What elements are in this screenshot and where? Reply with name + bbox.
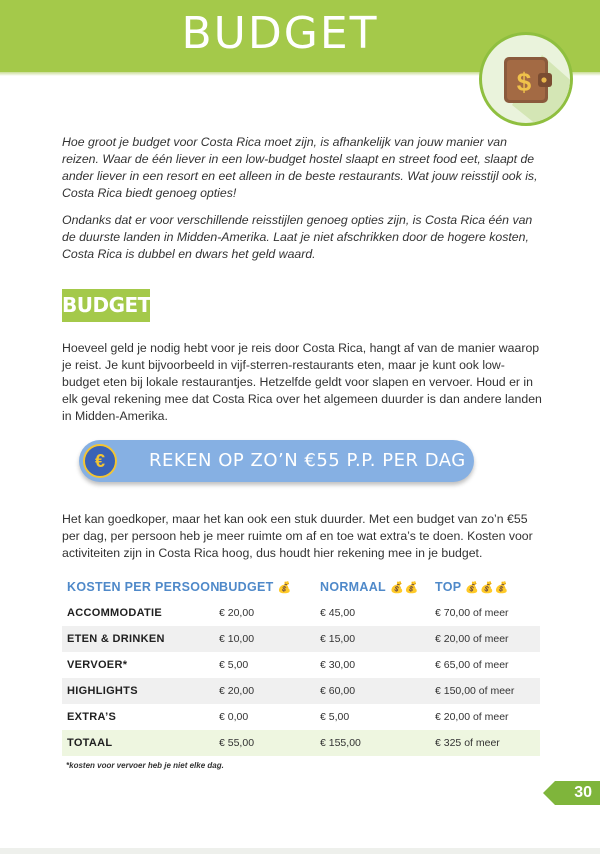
budget-cell: € 10,00	[219, 633, 255, 645]
row-label: HIGHLIGHTS	[67, 685, 138, 697]
bottom-rule	[0, 848, 600, 854]
normaal-cell: € 15,00	[320, 633, 356, 645]
budget-cell: € 55,00	[219, 737, 255, 749]
top-cell: € 70,00 of meer	[435, 607, 509, 619]
table-header	[62, 574, 540, 600]
page-title: BUDGET	[181, 8, 379, 59]
table-row	[62, 626, 540, 652]
header-normaal: NORMAAL 💰💰	[320, 580, 420, 594]
table-row	[62, 704, 540, 730]
money-bag-icon: 💰💰💰	[465, 582, 510, 594]
table-row	[62, 652, 540, 678]
row-label: ETEN & DRINKEN	[67, 633, 165, 645]
row-label: ACCOMMODATIE	[67, 607, 163, 619]
budget-cell: € 0,00	[219, 711, 249, 723]
intro-paragraph-2: Ondanks dat er voor verschillende reisstijlen genoeg opties zijn, is Costa Rica één van de duurste landen in Midden-Amerika. Laat je niet afschrikken door de hogere kosten, Costa Rica is dubbel en dwars het geld waard.	[62, 213, 533, 261]
header-kosten: KOSTEN PER PERSOON	[67, 580, 220, 594]
normaal-cell: € 45,00	[320, 607, 356, 619]
top-cell: € 325 of meer	[435, 737, 500, 749]
budget-cell: € 20,00	[219, 607, 255, 619]
table-footnote: *kosten voor vervoer heb je niet elke dag.	[66, 761, 224, 770]
normaal-cell: € 30,00	[320, 659, 356, 671]
normaal-cell: € 155,00	[320, 737, 361, 749]
normaal-cell: € 60,00	[320, 685, 356, 697]
wallet-dollar-icon	[479, 32, 573, 126]
header-top: TOP 💰💰💰	[435, 580, 510, 594]
row-label: EXTRA’S	[67, 711, 117, 723]
callout-text: REKEN OP ZO’N €55 P.P. PER DAG	[149, 450, 466, 471]
top-cell: € 20,00 of meer	[435, 711, 509, 723]
money-bag-icon: 💰	[277, 582, 293, 594]
intro-paragraph-1: Hoe groot je budget voor Costa Rica moet zijn, is afhankelijk van jouw manier van reizen. Waar de één liever in een low-budget hostel slaapt en street food eet, slaapt de ander liever in een resort en eet alleen in de beste restaurants. Wat jouw reisstijl ook is, Costa Rica biedt genoeg opties!	[62, 135, 538, 200]
top-cell: € 20,00 of meer	[435, 633, 509, 645]
budget-cell: € 5,00	[219, 659, 249, 671]
row-label: TOTAAL	[67, 737, 113, 749]
budget-cell: € 20,00	[219, 685, 255, 697]
daily-budget-callout	[79, 440, 474, 482]
row-label: VERVOER*	[67, 659, 128, 671]
normaal-cell: € 5,00	[320, 711, 350, 723]
section-heading: BUDGET	[62, 289, 150, 322]
top-cell: € 65,00 of meer	[435, 659, 509, 671]
money-bag-icon: 💰💰	[389, 582, 420, 594]
svg-text:$: $	[516, 67, 532, 97]
section-paragraph-2: Het kan goedkoper, maar het kan ook een stuk duurder. Met een budget van zo’n €55 per dag, per persoon heb je meer ruimte om af en toe wat extra’s te doen. Kosten voor activiteiten zijn in Costa Rica hoog, dus houdt hier rekening mee in je budget.	[62, 512, 533, 560]
table-row-total	[62, 730, 540, 756]
header-budget: BUDGET 💰	[219, 580, 293, 594]
budget-table	[62, 574, 540, 756]
top-cell: € 150,00 of meer	[435, 685, 515, 697]
table-row	[62, 678, 540, 704]
euro-coin-icon: €	[83, 444, 117, 478]
table-row	[62, 600, 540, 626]
page-number: 30	[555, 781, 600, 805]
section-paragraph-1: Hoeveel geld je nodig hebt voor je reis door Costa Rica, hangt af van de manier waarop je reist. Je kunt bijvoorbeeld in vijf-sterren-restaurants eten, maar je kunt ook low-budget eten bij lokale restaurantjes. Hetzelfde geldt voor slapen en vervoer. Houd er in elk geval rekening mee dat Costa Rica over het algemeen duurder is dan andere landen in Midden-Amerika.	[62, 341, 542, 423]
